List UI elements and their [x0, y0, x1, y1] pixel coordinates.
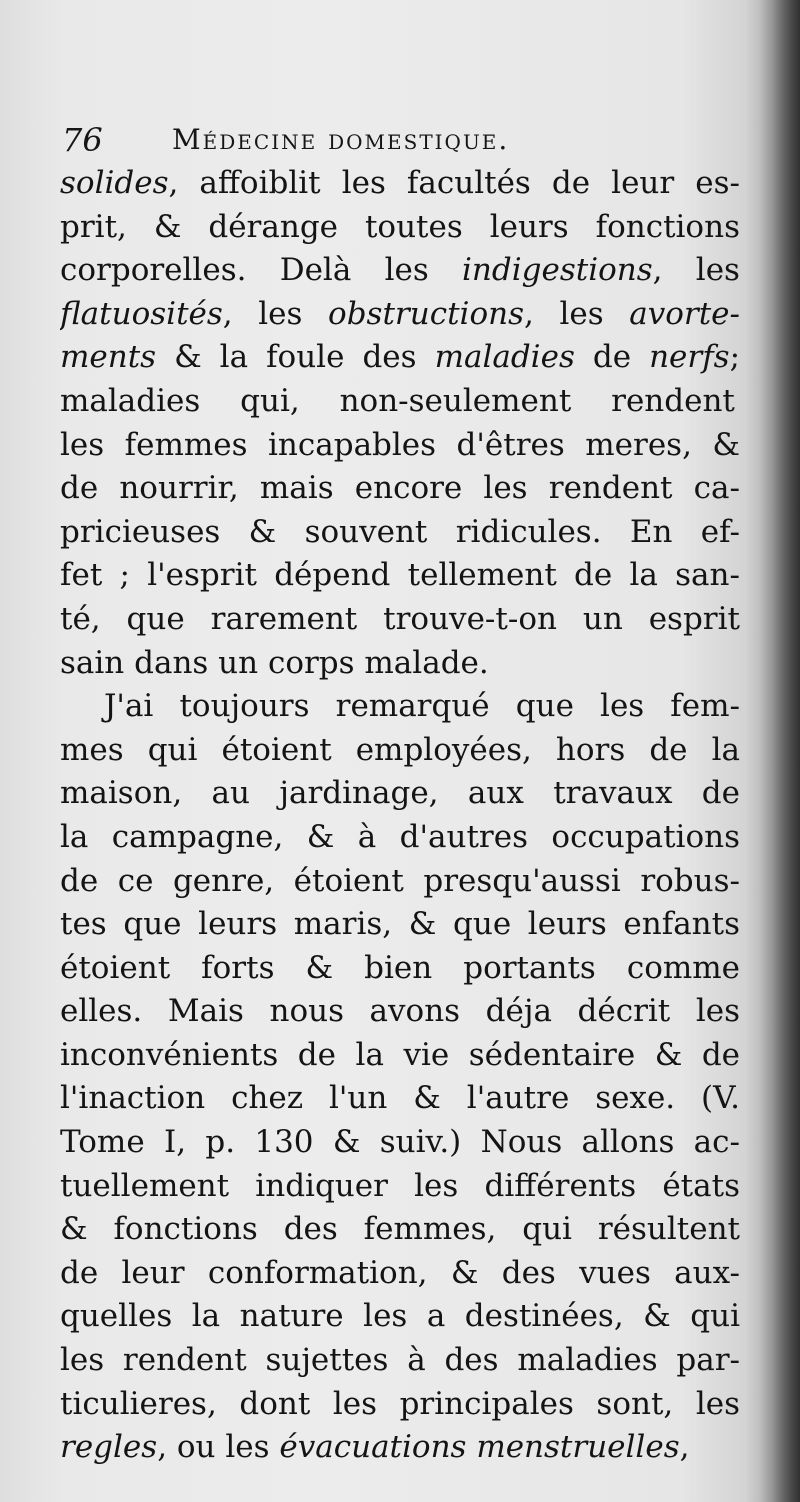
text-run: maison, au jardinage, aux travaux de [60, 775, 740, 812]
italic-text-run: indigestions [462, 252, 653, 289]
text-run: ; [729, 339, 740, 376]
text-line [60, 598, 740, 642]
text-line [60, 990, 740, 1034]
text-line [60, 1252, 740, 1296]
text-line [60, 511, 740, 555]
text-run: de nourrir, mais encore les rendent ca- [60, 470, 740, 507]
italic-text-run: ments [60, 339, 157, 376]
text-line [60, 249, 740, 293]
italic-text-run: flatuosités [60, 295, 223, 332]
text-run: , affoiblit les facultés de leur es- [168, 165, 740, 201]
text-line [60, 1426, 740, 1470]
text-line [60, 1121, 740, 1165]
text-line [60, 1208, 740, 1252]
text-line [60, 1034, 740, 1078]
page-gutter-shadow [745, 0, 800, 1502]
text-run: l'inaction chez l'un & l'autre sexe. (V. [60, 1080, 740, 1117]
page-header [62, 118, 742, 162]
text-line [60, 903, 740, 947]
text-run: les rendent sujettes à des maladies par- [60, 1342, 740, 1379]
text-line [60, 860, 740, 904]
text-run: de [574, 339, 650, 376]
text-line [60, 380, 740, 424]
text-line [60, 424, 740, 468]
text-run: prit, & dérange toutes leurs fonctions [60, 208, 740, 245]
running-title: Médecine domestique. [172, 123, 510, 156]
text-line [60, 816, 740, 860]
text-run: inconvénients de la vie sédentaire & de [60, 1036, 740, 1073]
text-run: corporelles. Delà les [60, 252, 463, 289]
italic-text-run: obstructions [328, 295, 524, 332]
text-line [60, 293, 740, 337]
text-line [60, 554, 740, 598]
text-run: sain dans un corps malade. [60, 644, 489, 681]
text-run: de leur conformation, & des vues aux- [60, 1254, 740, 1291]
text-run: quelles la nature les a destinées, & qui [60, 1298, 740, 1335]
text-run: J'ai toujours remarqué que les fem- [104, 688, 740, 725]
text-line [60, 685, 740, 729]
text-run: & fonctions des femmes, qui résultent [60, 1211, 740, 1248]
text-run: elles. Mais nous avons déja décrit les [60, 993, 740, 1030]
italic-text-run: nerfs [649, 339, 730, 376]
text-run: Tome I, p. 130 & suiv.) Nous allons ac- [60, 1124, 740, 1161]
text-run: tes que leurs maris, & que leurs enfants [60, 906, 740, 943]
italic-text-run: solides [60, 165, 169, 201]
text-run: , les [222, 295, 329, 332]
italic-text-run: avorte- [629, 295, 740, 332]
text-line [60, 729, 740, 773]
text-run: la campagne, & à d'autres occupations [60, 818, 740, 855]
page-number: 76 [62, 121, 103, 159]
body-text [60, 162, 740, 1470]
text-run: & la foule des [156, 339, 435, 376]
text-line [60, 467, 740, 511]
text-line [60, 1165, 740, 1209]
text-line [60, 1077, 740, 1121]
text-run: pricieuses & souvent ridicules. En ef- [60, 513, 740, 550]
text-run: fet ; l'esprit dépend tellement de la san- [60, 557, 740, 594]
text-run: de ce genre, étoient presqu'aussi robus- [60, 862, 740, 899]
italic-text-run: regles [60, 1429, 158, 1466]
text-run: tuellement indiquer les différents états [60, 1167, 740, 1204]
text-line [60, 772, 740, 816]
text-line [60, 1383, 740, 1427]
text-line [60, 947, 740, 991]
text-run: ticulieres, dont les principales sont, les [60, 1385, 740, 1422]
text-line [60, 642, 740, 686]
text-run: étoient forts & bien portants comme [60, 949, 740, 986]
text-run: mes qui étoient employées, hors de la [60, 731, 740, 768]
text-run: les femmes incapables d'êtres meres, & [60, 426, 740, 463]
text-run: maladies qui, non-seulement rendent [60, 382, 735, 419]
text-run: , les [652, 252, 740, 289]
text-line [60, 162, 740, 206]
text-run: , ou les [157, 1429, 280, 1466]
text-line [60, 336, 740, 380]
text-line [60, 1339, 740, 1383]
text-line [60, 206, 740, 250]
text-run: , [679, 1429, 690, 1466]
text-line [60, 1295, 740, 1339]
italic-text-run: maladies [434, 339, 575, 376]
text-run: té, que rarement trouve-t-on un esprit [60, 600, 740, 637]
italic-text-run: évacuations menstruelles [279, 1429, 680, 1466]
text-run: , les [523, 295, 630, 332]
